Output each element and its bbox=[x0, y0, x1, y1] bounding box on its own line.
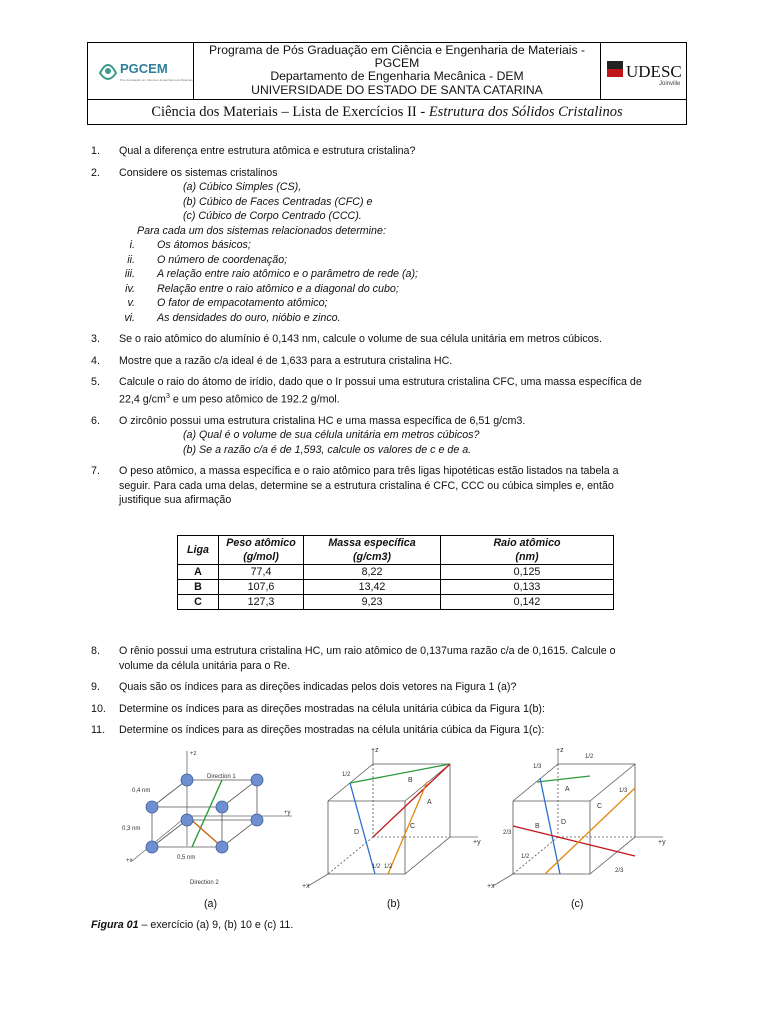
figure-caption bbox=[91, 919, 293, 931]
roman-item bbox=[91, 282, 701, 297]
question-number: 10. bbox=[91, 702, 106, 715]
table-cell: 127,3 bbox=[219, 595, 304, 610]
question-text: O zircônio possui uma estrutura cristalina HC e uma massa específica de 6,51 g/cm3. bbox=[119, 414, 526, 427]
superscript: 3 bbox=[165, 392, 170, 400]
question-text: O peso atômico, a massa específica e o raio atômico para três ligas hipotéticas estão listados na tabela a bbox=[119, 465, 619, 478]
program-line1: Programa de Pós Graduação em Ciência e Engenharia de Materiais - bbox=[209, 43, 585, 57]
question-2 bbox=[91, 166, 701, 239]
header-cell: Liga bbox=[178, 536, 219, 565]
question-1 bbox=[91, 144, 701, 159]
question-number: 11. bbox=[91, 724, 106, 736]
label-c: C bbox=[410, 823, 416, 830]
header-cell: Massa específica (g/cm3) bbox=[304, 536, 441, 565]
question-8 bbox=[91, 644, 701, 673]
question-text: Mostre que a razão c/a ideal é de 1,633 para a estrutura cristalina HC. bbox=[119, 354, 453, 367]
program-line2: PGCEM bbox=[374, 56, 420, 71]
figure-c-caption: (c) bbox=[571, 898, 584, 910]
item-number: iii. bbox=[124, 268, 135, 280]
roman-item bbox=[91, 311, 701, 326]
unit-cell-lines bbox=[152, 780, 257, 847]
table-row bbox=[178, 565, 614, 580]
y-label: +y bbox=[284, 810, 291, 816]
fraction-label: 2/3 bbox=[615, 868, 624, 874]
fraction-label: 1/3 bbox=[533, 764, 542, 770]
fraction-label: 1/2 bbox=[372, 864, 381, 870]
z-label: +z bbox=[556, 747, 564, 754]
fraction-label: 1/3 bbox=[619, 788, 628, 794]
question-number: 7. bbox=[91, 465, 100, 478]
z-label: +z bbox=[190, 751, 197, 757]
dimension-label: 0,3 nm bbox=[122, 826, 141, 832]
question-number: 8. bbox=[91, 645, 100, 657]
dimension-label: 0,5 nm bbox=[177, 855, 196, 861]
header-top-row bbox=[88, 43, 686, 100]
question-number: 9. bbox=[91, 681, 100, 693]
question-text: O rênio possui uma estrutura cristalina HC, um raio atômico de 0,137uma razão c/a de 0,1615. Calcule o bbox=[119, 645, 616, 657]
vector-d bbox=[540, 778, 560, 874]
table-cell: C bbox=[178, 595, 219, 610]
figure-text: – exercício (a) 9, (b) 10 e (c) 11. bbox=[138, 919, 294, 931]
question-10 bbox=[91, 702, 701, 717]
header-cell: Raio atômico (nm) bbox=[441, 536, 614, 565]
option-a: (a) Cúbico Simples (CS), bbox=[183, 181, 302, 193]
item-number: i. bbox=[129, 239, 135, 251]
question-number: 3. bbox=[91, 333, 100, 345]
table-cell: 107,6 bbox=[219, 580, 304, 595]
question-text: Determine os índices para as direções mostradas na célula unitária cúbica da Figura 1(b): bbox=[119, 702, 545, 715]
document-subtitle bbox=[88, 100, 686, 125]
question-6 bbox=[91, 414, 701, 458]
udesc-logo-icon bbox=[601, 43, 686, 99]
option-b: (b) Cúbico de Faces Centradas (CFC) e bbox=[183, 195, 373, 208]
vector-b bbox=[350, 764, 450, 783]
table-cell: 77,4 bbox=[219, 565, 304, 580]
direction-1-vector bbox=[192, 780, 222, 847]
question-number: 2. bbox=[91, 166, 100, 179]
table-cell: A bbox=[178, 565, 219, 580]
figure-a bbox=[112, 746, 297, 891]
pgcem-logo-text: PGCEM bbox=[120, 61, 168, 76]
figure-c bbox=[485, 746, 670, 891]
fraction-label: 1/2 bbox=[585, 754, 594, 760]
option-c: (c) Cúbico de Corpo Centrado (CCC). bbox=[183, 210, 362, 222]
question-text: Se o raio atômico do alumínio é 0,143 nm, calcule o volume de sua célula unitária em metros cúbicos. bbox=[119, 333, 602, 345]
exercise-list-2 bbox=[91, 644, 701, 738]
question-text: Calcule o raio do átomo de irídio, dado que o Ir possui uma estrutura cristalina CFC, uma massa específica de bbox=[119, 376, 642, 388]
vector-b bbox=[513, 826, 635, 856]
dimension-label: 0,4 nm bbox=[132, 788, 151, 794]
text-part: 22,4 g/cm bbox=[119, 393, 166, 406]
question-3 bbox=[91, 332, 701, 347]
pgcem-logo bbox=[88, 43, 194, 99]
question-number: 6. bbox=[91, 414, 100, 427]
figure-label: Figura 01 bbox=[91, 919, 139, 931]
department: Departamento de Engenharia Mecânica - DEM bbox=[270, 69, 524, 84]
fraction-label: 1/2 bbox=[384, 864, 393, 870]
fraction-label: 2/3 bbox=[503, 830, 512, 836]
atoms bbox=[146, 774, 263, 853]
label-d: D bbox=[561, 819, 567, 826]
item-number: v. bbox=[127, 297, 135, 309]
roman-item bbox=[91, 253, 701, 268]
question-11 bbox=[91, 723, 701, 738]
item-text: Os átomos básicos; bbox=[157, 239, 251, 251]
label-a: A bbox=[427, 799, 432, 806]
text-part: e um peso atômico de 192.2 g/mol. bbox=[169, 393, 340, 406]
z-label: +z bbox=[371, 747, 379, 754]
vector-c bbox=[388, 782, 427, 874]
header-center bbox=[194, 44, 600, 97]
document-header bbox=[87, 42, 687, 125]
question-text: justifique sua afirmação bbox=[119, 494, 232, 507]
option-a: (a) Qual é o volume de sua célula unitária em metros cúbicos? bbox=[183, 429, 480, 442]
alloy-table bbox=[177, 535, 614, 610]
item-text: O fator de empacotamento atômico; bbox=[157, 297, 328, 309]
table-cell: 9,23 bbox=[304, 595, 441, 610]
item-text: O número de coordenação; bbox=[157, 253, 288, 266]
table-cell: 0,133 bbox=[441, 580, 614, 595]
label-b: B bbox=[408, 777, 413, 784]
question-intro: Para cada um dos sistemas relacionados determine: bbox=[137, 224, 386, 237]
exercise-list bbox=[91, 144, 701, 508]
question-text-line2 bbox=[119, 390, 701, 407]
label-a: A bbox=[565, 786, 570, 793]
question-number: 4. bbox=[91, 354, 100, 367]
udesc-logo-sub: Joinville bbox=[659, 81, 681, 87]
subtitle-italic: Estrutura dos Sólidos Cristalinos bbox=[428, 104, 623, 120]
table-cell: 0,142 bbox=[441, 595, 614, 610]
unit-cell-lines bbox=[513, 764, 635, 874]
table-row bbox=[178, 580, 614, 595]
item-text: Relação entre o raio atômico e a diagonal do cubo; bbox=[157, 282, 399, 295]
table-header-row bbox=[178, 536, 614, 565]
table-cell: 8,22 bbox=[304, 565, 441, 580]
question-7 bbox=[91, 464, 701, 508]
figure-b-caption: (b) bbox=[387, 898, 401, 910]
item-number: iv. bbox=[125, 282, 135, 295]
pgcem-logo-icon bbox=[88, 43, 193, 99]
option-b: (b) Se a razão c/a é de 1,593, calcule os valores de c e de a. bbox=[183, 443, 472, 456]
question-text: seguir. Para cada uma delas, determine se a estrutura cristalina é CFC, CCC ou cúbica simples e, então bbox=[119, 479, 614, 492]
question-text: Determine os índices para as direções mostradas na célula unitária cúbica da Figura 1(c): bbox=[119, 724, 545, 736]
question-4 bbox=[91, 354, 701, 369]
x-label: +x bbox=[487, 883, 495, 890]
header-cell: Peso atômico (g/mol) bbox=[219, 536, 304, 565]
question-9 bbox=[91, 680, 701, 695]
item-number: ii. bbox=[127, 253, 135, 266]
question-text: Considere os sistemas cristalinos bbox=[119, 166, 278, 179]
question-number: 1. bbox=[91, 145, 100, 157]
question-number: 5. bbox=[91, 376, 100, 388]
item-number: vi. bbox=[124, 311, 135, 324]
vector-a bbox=[537, 776, 590, 782]
label-b: B bbox=[535, 823, 540, 830]
roman-item bbox=[91, 238, 701, 253]
question-text: Quais são os índices para as direções indicadas pelos dois vetores na Figura 1 (a)? bbox=[119, 681, 517, 693]
question-text: volume da célula unitária para o Re. bbox=[119, 659, 291, 672]
university: UNIVERSIDADE DO ESTADO DE SANTA CATARINA bbox=[251, 82, 543, 97]
question-5 bbox=[91, 375, 701, 407]
fraction-label: 1/2 bbox=[521, 854, 530, 860]
y-label: +y bbox=[473, 839, 481, 846]
direction-1-label: Direction 1 bbox=[207, 774, 236, 780]
x-label: +x bbox=[302, 883, 310, 890]
label-d: D bbox=[354, 829, 360, 836]
fraction-label: 1/2 bbox=[342, 772, 351, 778]
subtitle-plain: Ciência dos Materiais – Lista de Exercícios II - bbox=[151, 104, 429, 120]
udesc-logo bbox=[600, 43, 686, 99]
roman-item bbox=[91, 267, 701, 282]
table-cell: 13,42 bbox=[304, 580, 441, 595]
question-text: Qual a diferença entre estrutura atômica e estrutura cristalina? bbox=[119, 145, 416, 157]
x-label: +x bbox=[126, 858, 133, 864]
direction-2-label: Direction 2 bbox=[190, 880, 219, 886]
roman-item bbox=[91, 296, 701, 311]
pgcem-logo-sub: Pós-Graduação em Ciência e Engenharia de Materiais bbox=[120, 78, 193, 82]
item-text: As densidades do ouro, nióbio e zinco. bbox=[157, 311, 341, 324]
table-row bbox=[178, 595, 614, 610]
table-cell: 0,125 bbox=[441, 565, 614, 580]
table-cell: B bbox=[178, 580, 219, 595]
item-text: A relação entre raio atômico e o parâmetro de rede (a); bbox=[157, 268, 418, 280]
udesc-logo-text: UDESC bbox=[626, 62, 682, 81]
y-label: +y bbox=[658, 839, 666, 846]
label-c: C bbox=[597, 803, 603, 810]
figure-a-caption: (a) bbox=[204, 898, 218, 910]
figure-b bbox=[300, 746, 485, 891]
